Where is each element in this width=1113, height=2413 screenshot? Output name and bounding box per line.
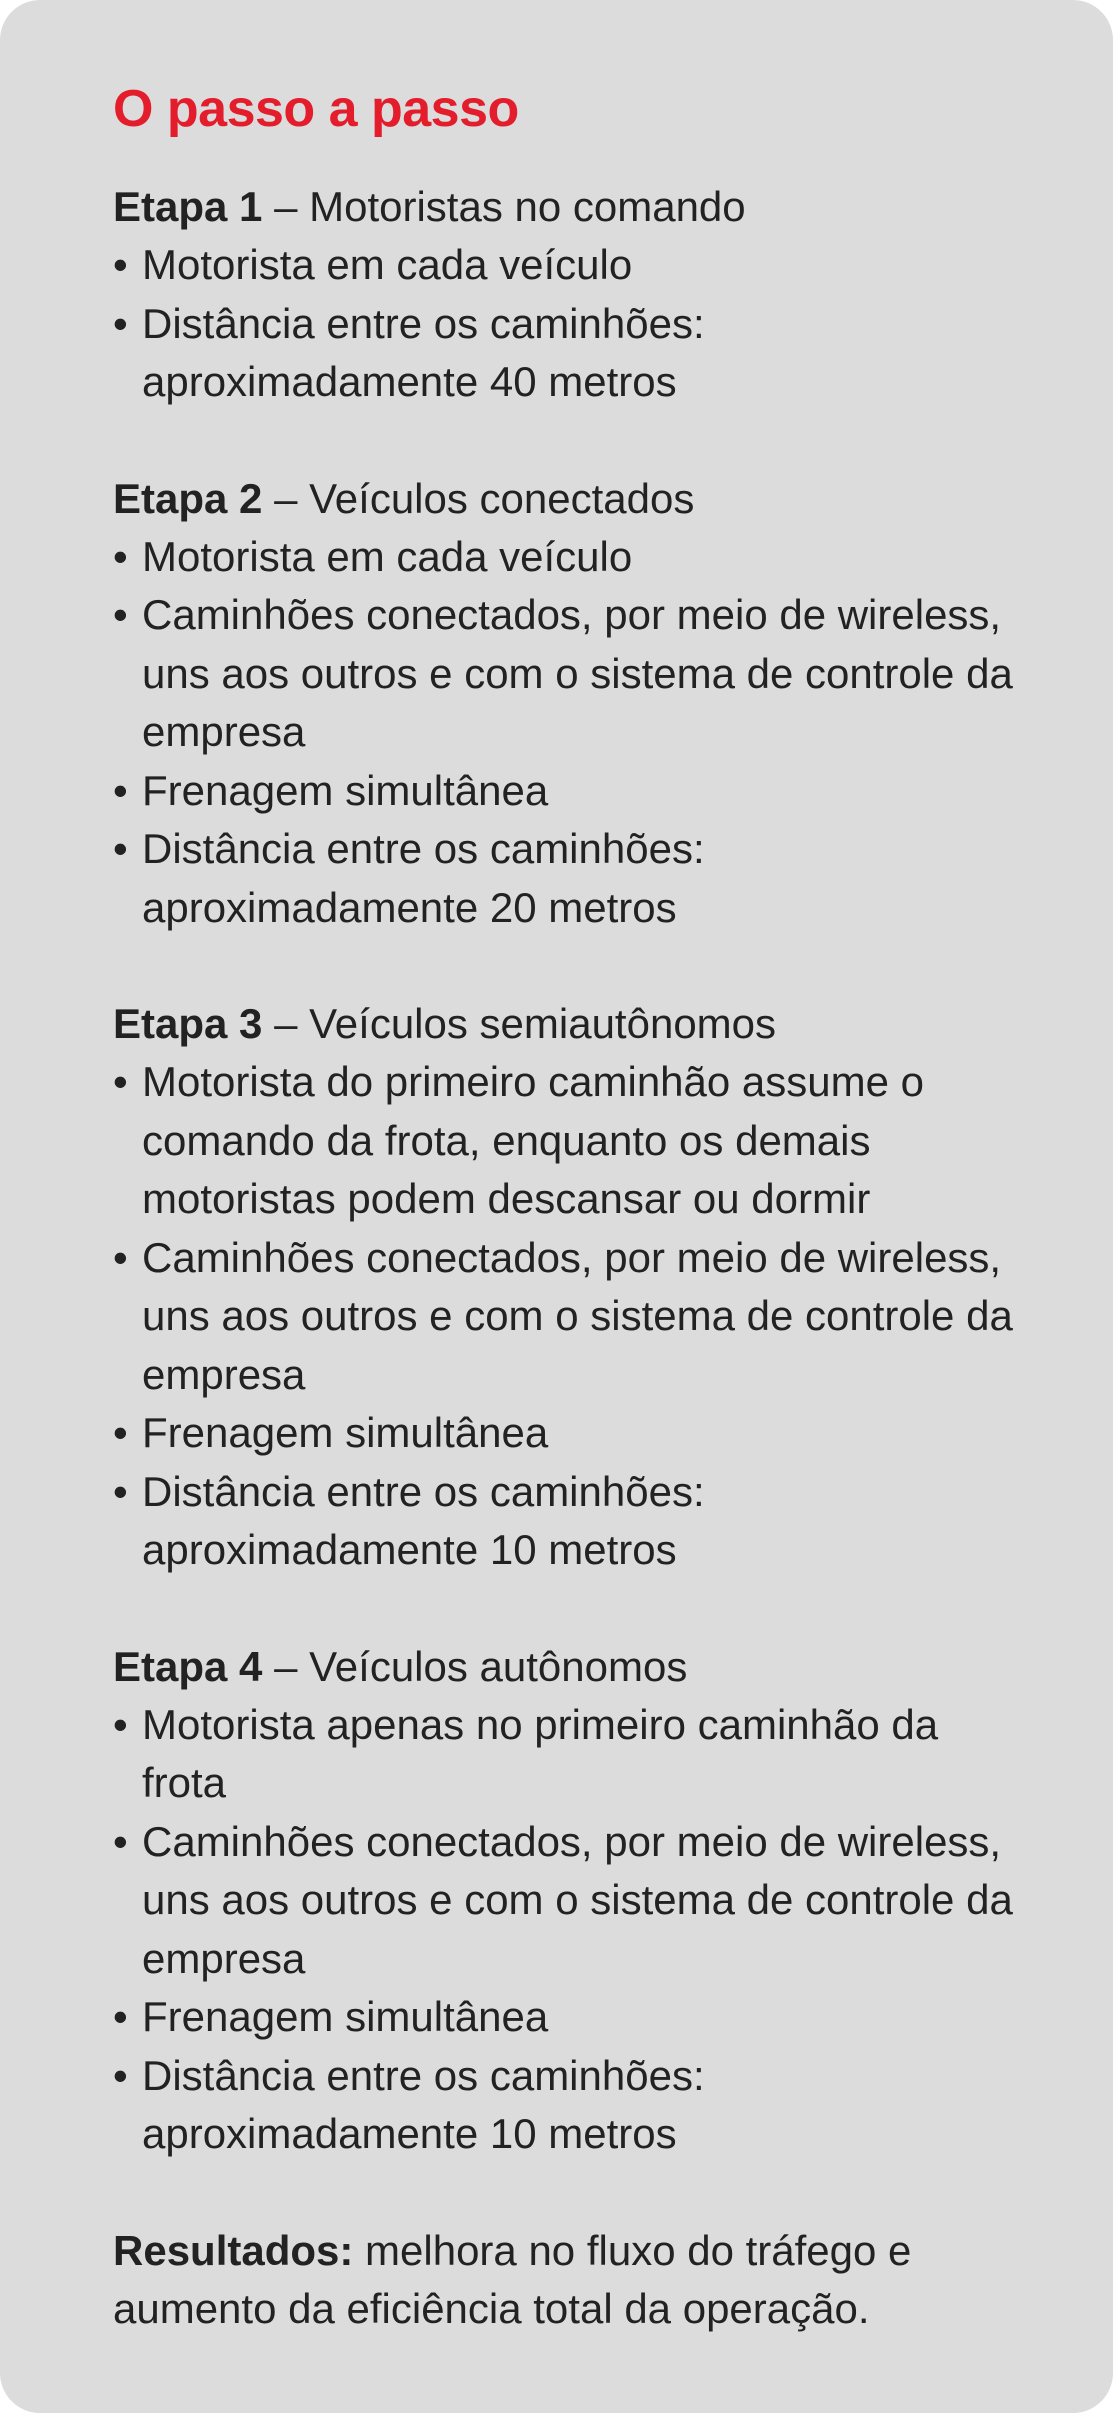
stage-4	[113, 1638, 1033, 2164]
results-paragraph	[113, 2222, 1033, 2338]
list-item: • Frenagem simultânea	[113, 1988, 1033, 2047]
results-text: melhora no fluxo do tráfego e aumento da eficiência total da operação.	[113, 2226, 912, 2332]
stage-1	[113, 178, 1033, 412]
list-item: • Frenagem simultânea	[113, 762, 1033, 821]
stage-heading-text: – Veículos conectados	[262, 474, 695, 522]
list-item: • Distância entre os caminhões: aproximadamente 10 metros	[113, 1463, 1033, 1580]
stage-heading	[113, 1638, 1033, 1696]
stage-label: Etapa 1	[113, 183, 263, 230]
stage-item-list	[113, 1696, 1033, 2164]
stage-3	[113, 995, 1033, 1580]
list-item: • Motorista em cada veículo	[113, 236, 1033, 295]
stage-heading	[113, 995, 1033, 1053]
list-item: • Distância entre os caminhões: aproximadamente 40 metros	[113, 295, 1033, 412]
stage-label: Etapa 3	[113, 1000, 263, 1047]
stage-2	[113, 470, 1033, 938]
stage-label: Etapa 4	[113, 1642, 263, 1690]
stage-heading-text: – Veículos autônomos	[262, 1642, 688, 1690]
stage-heading	[113, 470, 1033, 528]
list-item: • Motorista em cada veículo	[113, 528, 1033, 587]
list-item: • Motorista apenas no primeiro caminhão da frota	[113, 1696, 1033, 1813]
stage-label: Etapa 2	[113, 474, 263, 522]
stage-heading-text: – Motoristas no comando	[262, 183, 746, 230]
list-item: • Caminhões conectados, por meio de wireless, uns aos outros e com o sistema de controle da empresa	[113, 1229, 1033, 1405]
page-title: O passo a passo	[113, 80, 519, 138]
list-item: • Distância entre os caminhões: aproximadamente 10 metros	[113, 2047, 1033, 2164]
list-item: • Distância entre os caminhões: aproximadamente 20 metros	[113, 820, 1033, 937]
list-item: • Motorista do primeiro caminhão assume o comando da frota, enquanto os demais motoristas podem descansar ou dormir	[113, 1053, 1033, 1229]
list-item: • Frenagem simultânea	[113, 1404, 1033, 1463]
stage-item-list	[113, 236, 1033, 412]
list-item: • Caminhões conectados, por meio de wireless, uns aos outros e com o sistema de controle da empresa	[113, 586, 1033, 762]
stage-item-list	[113, 1053, 1033, 1580]
list-item: • Caminhões conectados, por meio de wireless, uns aos outros e com o sistema de controle da empresa	[113, 1813, 1033, 1989]
stage-heading	[113, 178, 1033, 236]
stage-heading-text: – Veículos semiautônomos	[262, 1000, 777, 1047]
results-label: Resultados:	[113, 2226, 354, 2274]
stage-item-list	[113, 528, 1033, 938]
